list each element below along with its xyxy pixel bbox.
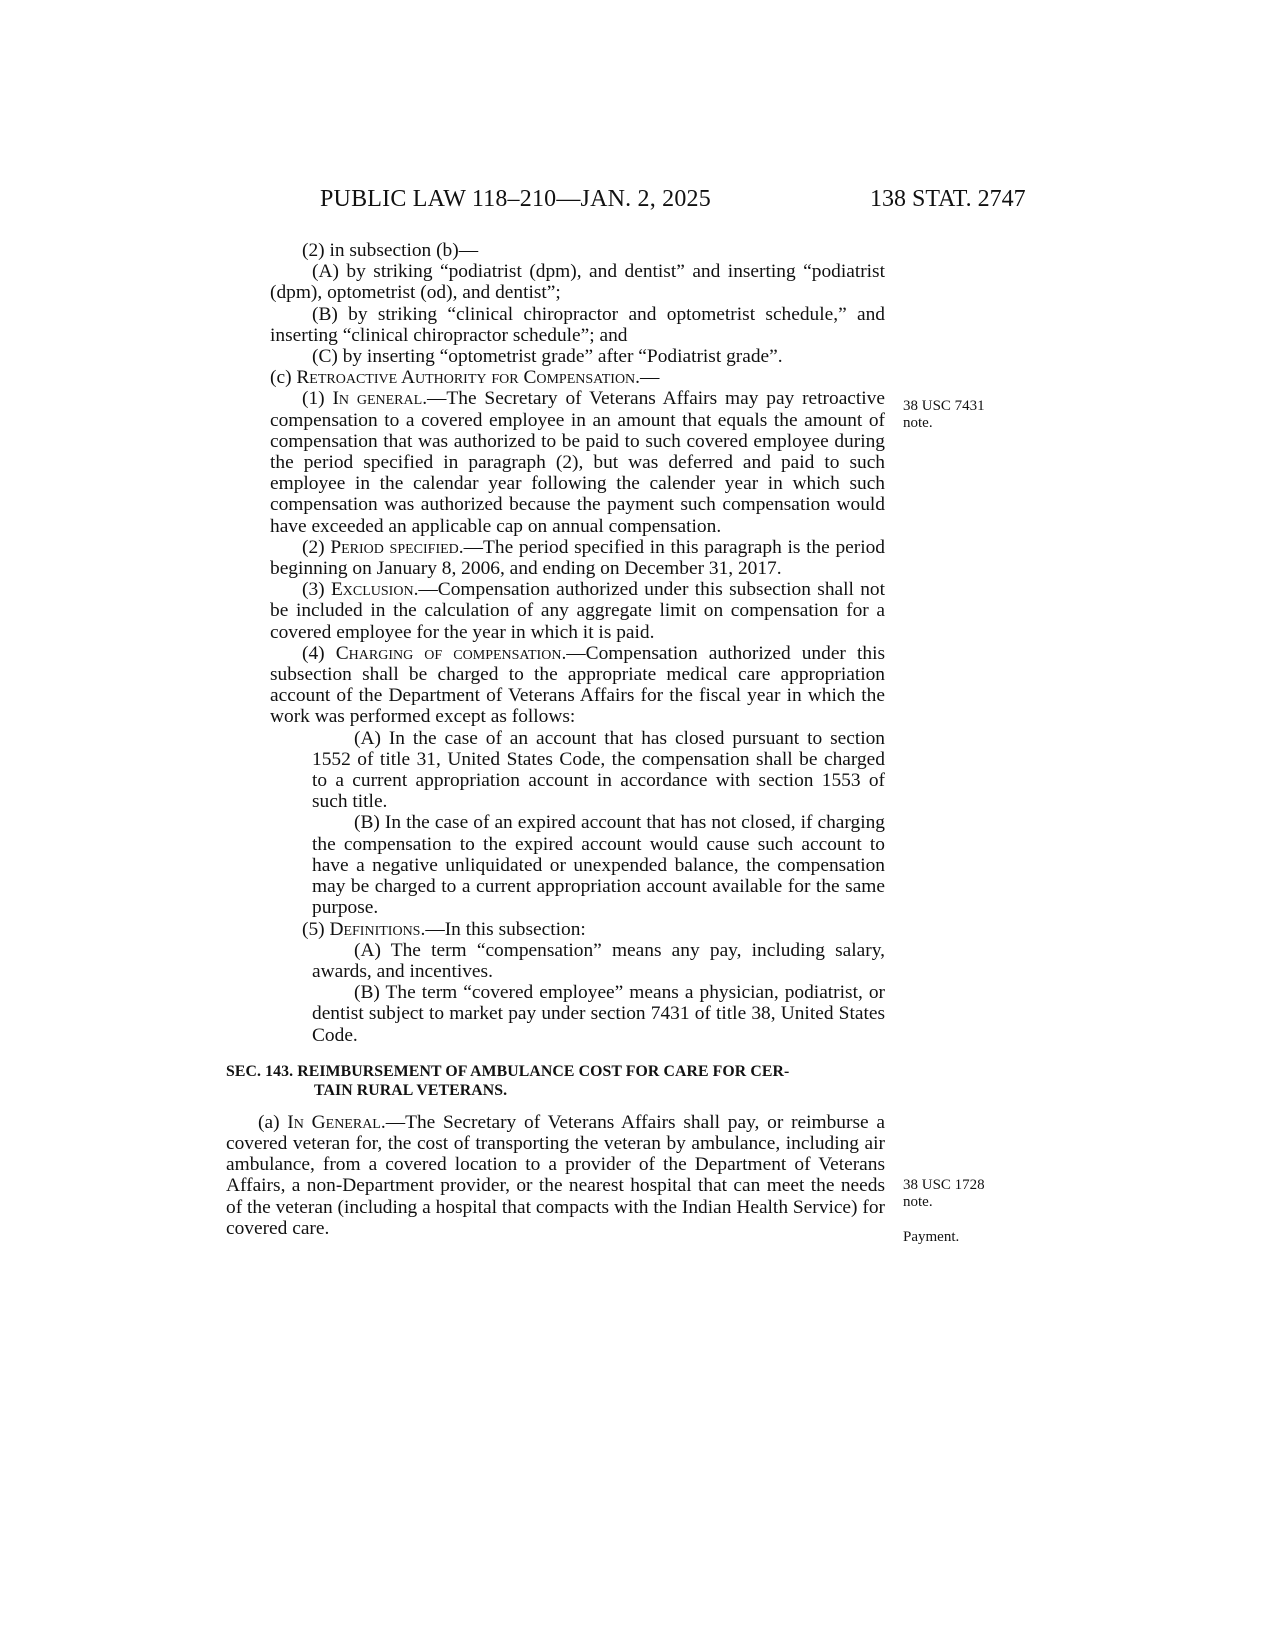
subsection-c-title: Retroactive Authority for Compensation [296,367,636,389]
subsection-c-heading [270,367,885,388]
paragraph-c4-body: .—Compensation authorized under this subsection shall be charged to the appropriate medical care appropriation account of the Department of Veterans Affairs for the fiscal year in which the work was performed except as follows: [270,642,886,728]
margin-note-line: 38 USC 1728 [903,1177,985,1193]
paragraph-c5-heading: Definitions [329,918,421,940]
subsection-a [226,1112,885,1239]
paragraph-2-intro: (2) in subsection (b)— [302,240,479,261]
paragraph-c4 [270,643,885,728]
paragraph-c4-prefix: (4) [302,642,336,664]
margin-note-7431 [903,398,1013,432]
paragraph-c3 [270,579,885,643]
margin-note-line: Payment. [903,1229,960,1245]
margin-note-line: 38 USC 7431 [903,398,985,414]
margin-note-1728 [903,1177,1013,1211]
paragraph-c1-heading: In general [332,388,423,410]
paragraph-c2-body: .—The period specified in this paragraph is the period beginning on January 8, 2006, and ending on December 31, 2017. [270,536,885,580]
margin-note-payment [903,1229,1013,1246]
paragraph-c1-prefix: (1) [302,388,333,410]
paragraph-c2-prefix: (2) [302,536,331,558]
paragraph-c5 [270,919,885,940]
subparagraph-c5b: (B) The term “covered employee” means a physician, podiatrist, or dentist subject to market pay under section 7431 of title 38, United States Code. [312,982,885,1046]
subsection-a-prefix: (a) [258,1111,288,1133]
paragraph-c5-prefix: (5) [302,918,330,940]
subparagraph-c4a: (A) In the case of an account that has closed pursuant to section 1552 of title 31, United States Code, the compensation shall be charged to a current appropriation account in accordance with section 1553 of such title. [312,727,885,813]
paragraph-c5-body: .—In this subsection: [420,918,586,940]
section-heading-line-2: TAIN RURAL VETERANS. [314,1081,508,1099]
margin-note-line: note. [903,1194,933,1210]
paragraph-c3-heading: Exclusion [330,579,414,601]
paragraph-c2-heading: Period specified [330,536,459,558]
paragraph-c3-prefix: (3) [302,579,331,601]
paragraph-c1-body: .—The Secretary of Veterans Affairs may pay retroactive compensation to a covered employee in an amount that equals the amount of compensation that was authorized to be paid to such covered employee during the period specified in paragraph (2), but was deferred and paid to such employee in the calendar year following the calender year in which such compensation was authorized because the payment such compensation would have exceeded an applicable cap on annual compensation. [270,388,885,537]
margin-note-line: note. [903,415,933,431]
paragraph-c4-heading: Charging of compensation [335,642,562,664]
subparagraph-2b: (B) by striking “clinical chiropractor and optometrist schedule,” and inserting “clinical chiropractor schedule”; and [270,303,885,346]
running-header-law: PUBLIC LAW 118–210—JAN. 2, 2025 [320,186,711,212]
subsection-c-suffix: .— [635,367,660,389]
statute-body [226,240,886,1239]
paragraph-c3-body: .—Compensation authorized under this subsection shall not be included in the calculation of any aggregate limit on compensation for a covered employee for the year in which it is paid. [270,579,885,643]
subparagraph-2a: (A) by striking “podiatrist (dpm), and dentist” and inserting “podiatrist (dpm), optometrist (od), and dentist”; [270,261,885,304]
paragraph-c1 [270,388,885,536]
subparagraph-c5a: (A) The term “compensation” means any pay, including salary, awards, and incentives. [312,939,885,982]
subparagraph-c4b: (B) In the case of an expired account that has not closed, if charging the compensation to the expired account would cause such account to have a negative unliquidated or unexpended balance, the compensation may be charged to a current appropriation account available for the same purpose. [312,812,885,919]
section-heading-line-1: SEC. 143. REIMBURSEMENT OF AMBULANCE COST FOR CARE FOR CER- [226,1062,790,1080]
section-143-heading [226,1062,885,1100]
paragraph-c2 [270,537,885,579]
subsection-a-heading: In General [287,1111,381,1133]
subsection-c-prefix: (c) [270,367,297,389]
subsection-a-body: .—The Secretary of Veterans Affairs shall pay, or reimburse a covered veteran for, the cost of transporting the veteran by ambulance, including air ambulance, from a covered location to a provider of the Department of Veterans Affairs, a non-Department provider, or the nearest hospital that can meet the needs of the veteran (including a hospital that compacts with the Indian Health Service) for covered care. [226,1111,885,1239]
subparagraph-2c: (C) by inserting “optometrist grade” after “Podiatrist grade”. [312,346,783,368]
running-header-stat-page: 138 STAT. 2747 [870,186,1026,212]
